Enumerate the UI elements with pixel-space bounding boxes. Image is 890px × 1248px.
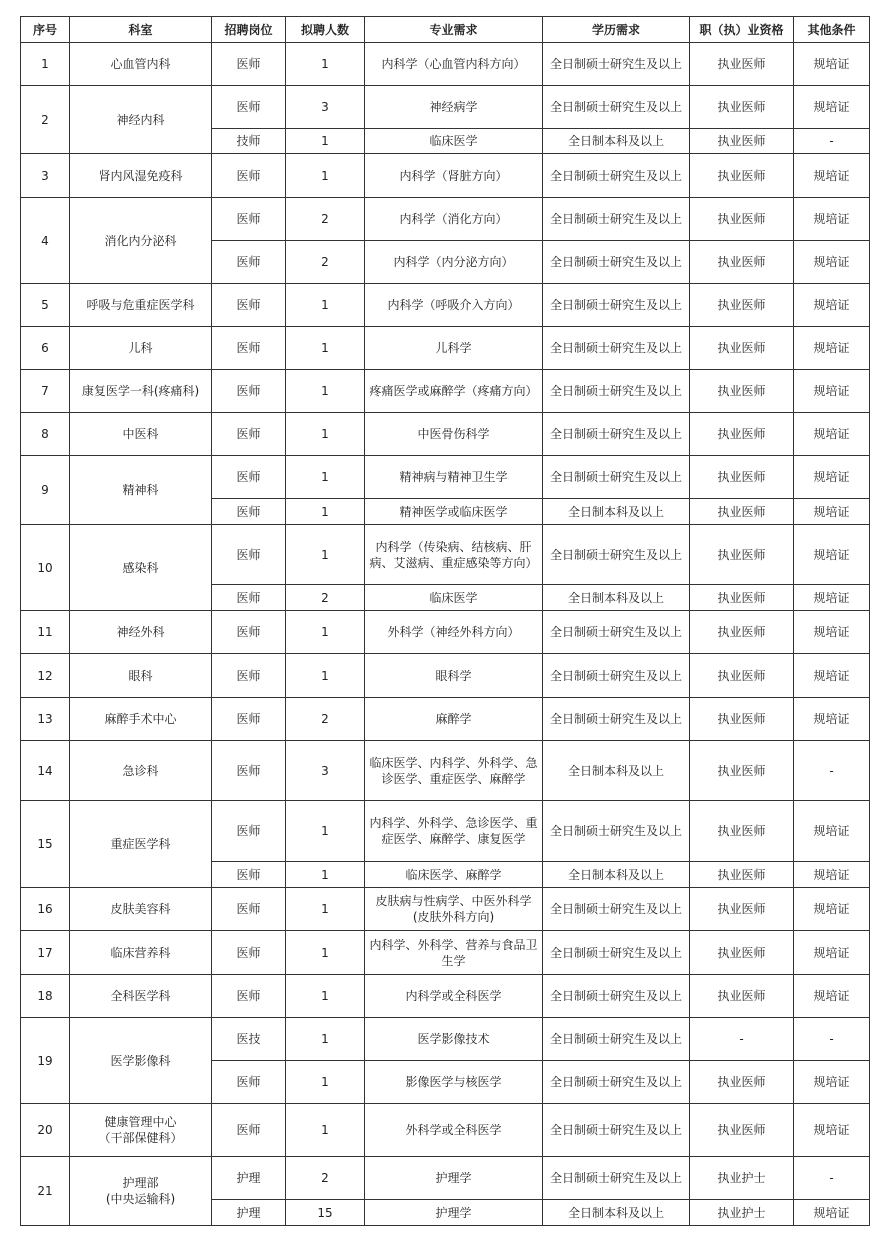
- row-department: 心血管内科: [70, 43, 212, 86]
- row-department: 感染科: [70, 525, 212, 611]
- row-department: 呼吸与危重症医学科: [70, 284, 212, 327]
- row-post: 医师: [212, 1104, 286, 1157]
- row-education: 全日制硕士研究生及以上: [543, 888, 690, 931]
- row-education: 全日制硕士研究生及以上: [543, 370, 690, 413]
- row-count: 1: [286, 499, 365, 525]
- row-qualification: 执业护士: [690, 1157, 794, 1200]
- row-qualification: 执业医师: [690, 327, 794, 370]
- row-post: 医师: [212, 499, 286, 525]
- row-department: 肾内风湿免疫科: [70, 154, 212, 198]
- row-major: 外科学或全科医学: [365, 1104, 543, 1157]
- row-index: 15: [21, 801, 70, 888]
- row-major: 医学影像技术: [365, 1018, 543, 1061]
- row-other: 规培证: [794, 585, 870, 611]
- row-post: 医师: [212, 862, 286, 888]
- row-other: 规培证: [794, 1104, 870, 1157]
- row-major: 内科学（传染病、结核病、肝病、艾滋病、重症感染等方向）: [365, 525, 543, 585]
- row-qualification: 执业医师: [690, 241, 794, 284]
- row-education: 全日制硕士研究生及以上: [543, 86, 690, 129]
- row-post: 医师: [212, 931, 286, 975]
- row-major: 麻醉学: [365, 698, 543, 741]
- row-count: 3: [286, 86, 365, 129]
- row-count: 1: [286, 1104, 365, 1157]
- row-index: 13: [21, 698, 70, 741]
- row-major: 护理学: [365, 1200, 543, 1226]
- table-row: [21, 86, 870, 129]
- row-department: 精神科: [70, 456, 212, 525]
- row-other: 规培证: [794, 456, 870, 499]
- row-qualification: 执业医师: [690, 611, 794, 654]
- row-major: 内科学、外科学、营养与食品卫生学: [365, 931, 543, 975]
- row-post: 医师: [212, 975, 286, 1018]
- row-education: 全日制硕士研究生及以上: [543, 456, 690, 499]
- row-post: 医师: [212, 86, 286, 129]
- row-education: 全日制硕士研究生及以上: [543, 284, 690, 327]
- row-post: 医师: [212, 525, 286, 585]
- row-major: 护理学: [365, 1157, 543, 1200]
- row-index: 5: [21, 284, 70, 327]
- row-qualification: 执业护士: [690, 1200, 794, 1226]
- row-index: 2: [21, 86, 70, 154]
- row-major: 临床医学: [365, 129, 543, 154]
- row-education: 全日制硕士研究生及以上: [543, 1061, 690, 1104]
- row-other: -: [794, 741, 870, 801]
- row-education: 全日制硕士研究生及以上: [543, 611, 690, 654]
- row-post: 医师: [212, 888, 286, 931]
- row-count: 1: [286, 931, 365, 975]
- table-row: [21, 975, 870, 1018]
- row-department: 儿科: [70, 327, 212, 370]
- row-other: 规培证: [794, 43, 870, 86]
- row-count: 1: [286, 1018, 365, 1061]
- row-other: 规培证: [794, 284, 870, 327]
- table-row: [21, 1104, 870, 1157]
- row-education: 全日制硕士研究生及以上: [543, 698, 690, 741]
- row-index: 7: [21, 370, 70, 413]
- row-index: 10: [21, 525, 70, 611]
- table-row: [21, 698, 870, 741]
- table-row: [21, 741, 870, 801]
- row-count: 1: [286, 888, 365, 931]
- row-other: -: [794, 129, 870, 154]
- row-qualification: 执业医师: [690, 129, 794, 154]
- table-row: [21, 198, 870, 241]
- row-other: 规培证: [794, 611, 870, 654]
- row-qualification: -: [690, 1018, 794, 1061]
- header-post: 招聘岗位: [212, 17, 286, 43]
- row-major: 神经病学: [365, 86, 543, 129]
- row-count: 1: [286, 862, 365, 888]
- row-qualification: 执业医师: [690, 698, 794, 741]
- row-department: 重症医学科: [70, 801, 212, 888]
- row-post: 医师: [212, 611, 286, 654]
- header-education: 学历需求: [543, 17, 690, 43]
- row-qualification: 执业医师: [690, 86, 794, 129]
- row-major: 眼科学: [365, 654, 543, 698]
- row-index: 16: [21, 888, 70, 931]
- row-department: 医学影像科: [70, 1018, 212, 1104]
- table-row: [21, 327, 870, 370]
- header-department: 科室: [70, 17, 212, 43]
- row-count: 2: [286, 585, 365, 611]
- row-post: 医师: [212, 413, 286, 456]
- row-qualification: 执业医师: [690, 1061, 794, 1104]
- row-qualification: 执业医师: [690, 456, 794, 499]
- row-major: 内科学（内分泌方向）: [365, 241, 543, 284]
- row-qualification: 执业医师: [690, 654, 794, 698]
- table-row: [21, 154, 870, 198]
- recruitment-table-container: [20, 16, 869, 1226]
- row-count: 1: [286, 154, 365, 198]
- row-other: 规培证: [794, 975, 870, 1018]
- row-major: 内科学（肾脏方向）: [365, 154, 543, 198]
- row-qualification: 执业医师: [690, 43, 794, 86]
- row-other: 规培证: [794, 86, 870, 129]
- row-department: 临床营养科: [70, 931, 212, 975]
- row-major: 内科学（心血管内科方向）: [365, 43, 543, 86]
- row-other: 规培证: [794, 154, 870, 198]
- row-qualification: 执业医师: [690, 284, 794, 327]
- row-other: 规培证: [794, 525, 870, 585]
- row-major: 儿科学: [365, 327, 543, 370]
- table-row: [21, 801, 870, 862]
- row-education: 全日制硕士研究生及以上: [543, 43, 690, 86]
- row-other: 规培证: [794, 698, 870, 741]
- row-education: 全日制硕士研究生及以上: [543, 1157, 690, 1200]
- row-post: 医师: [212, 241, 286, 284]
- row-post: 医师: [212, 698, 286, 741]
- row-post: 医技: [212, 1018, 286, 1061]
- row-other: 规培证: [794, 654, 870, 698]
- row-education: 全日制本科及以上: [543, 741, 690, 801]
- row-department: 中医科: [70, 413, 212, 456]
- row-major: 精神病与精神卫生学: [365, 456, 543, 499]
- row-qualification: 执业医师: [690, 413, 794, 456]
- row-index: 12: [21, 654, 70, 698]
- row-qualification: 执业医师: [690, 975, 794, 1018]
- row-count: 2: [286, 198, 365, 241]
- row-education: 全日制硕士研究生及以上: [543, 1104, 690, 1157]
- header-count: 拟聘人数: [286, 17, 365, 43]
- row-major: 临床医学、内科学、外科学、急诊医学、重症医学、麻醉学: [365, 741, 543, 801]
- row-count: 15: [286, 1200, 365, 1226]
- row-qualification: 执业医师: [690, 1104, 794, 1157]
- row-other: 规培证: [794, 862, 870, 888]
- row-post: 医师: [212, 1061, 286, 1104]
- row-qualification: 执业医师: [690, 862, 794, 888]
- row-count: 1: [286, 654, 365, 698]
- row-other: 规培证: [794, 198, 870, 241]
- row-department: 健康管理中心 （干部保健科）: [70, 1104, 212, 1157]
- row-count: 1: [286, 370, 365, 413]
- row-department: 神经内科: [70, 86, 212, 154]
- row-qualification: 执业医师: [690, 499, 794, 525]
- row-education: 全日制硕士研究生及以上: [543, 198, 690, 241]
- row-qualification: 执业医师: [690, 931, 794, 975]
- row-index: 1: [21, 43, 70, 86]
- row-post: 医师: [212, 456, 286, 499]
- row-index: 19: [21, 1018, 70, 1104]
- table-row: [21, 370, 870, 413]
- row-other: 规培证: [794, 327, 870, 370]
- row-qualification: 执业医师: [690, 888, 794, 931]
- row-other: 规培证: [794, 1061, 870, 1104]
- row-count: 1: [286, 413, 365, 456]
- row-department: 康复医学一科(疼痛科): [70, 370, 212, 413]
- row-major: 临床医学、麻醉学: [365, 862, 543, 888]
- table-row: [21, 413, 870, 456]
- row-major: 内科学（消化方向）: [365, 198, 543, 241]
- row-major: 外科学（神经外科方向）: [365, 611, 543, 654]
- row-count: 1: [286, 525, 365, 585]
- row-other: -: [794, 1018, 870, 1061]
- table-row: [21, 611, 870, 654]
- row-major: 中医骨伤科学: [365, 413, 543, 456]
- row-count: 1: [286, 1061, 365, 1104]
- row-count: 3: [286, 741, 365, 801]
- header-major: 专业需求: [365, 17, 543, 43]
- row-education: 全日制本科及以上: [543, 129, 690, 154]
- row-qualification: 执业医师: [690, 525, 794, 585]
- row-department: 急诊科: [70, 741, 212, 801]
- table-row: [21, 43, 870, 86]
- table-row: [21, 456, 870, 499]
- row-count: 2: [286, 698, 365, 741]
- row-qualification: 执业医师: [690, 370, 794, 413]
- table-row: [21, 888, 870, 931]
- row-count: 2: [286, 1157, 365, 1200]
- row-major: 内科学、外科学、急诊医学、重症医学、麻醉学、康复医学: [365, 801, 543, 862]
- row-department: 消化内分泌科: [70, 198, 212, 284]
- row-education: 全日制本科及以上: [543, 499, 690, 525]
- row-education: 全日制硕士研究生及以上: [543, 241, 690, 284]
- row-other: 规培证: [794, 241, 870, 284]
- header-qualification: 职（执）业资格: [690, 17, 794, 43]
- row-post: 医师: [212, 741, 286, 801]
- row-index: 6: [21, 327, 70, 370]
- row-post: 医师: [212, 198, 286, 241]
- row-department: 皮肤美容科: [70, 888, 212, 931]
- row-education: 全日制硕士研究生及以上: [543, 327, 690, 370]
- row-major: 临床医学: [365, 585, 543, 611]
- row-post: 医师: [212, 654, 286, 698]
- row-other: 规培证: [794, 931, 870, 975]
- row-index: 14: [21, 741, 70, 801]
- row-major: 疼痛医学或麻醉学（疼痛方向）: [365, 370, 543, 413]
- header-other: 其他条件: [794, 17, 870, 43]
- row-other: 规培证: [794, 888, 870, 931]
- row-other: 规培证: [794, 801, 870, 862]
- row-post: 医师: [212, 585, 286, 611]
- row-post: 技师: [212, 129, 286, 154]
- row-count: 1: [286, 801, 365, 862]
- row-count: 1: [286, 327, 365, 370]
- row-education: 全日制硕士研究生及以上: [543, 154, 690, 198]
- row-education: 全日制硕士研究生及以上: [543, 801, 690, 862]
- row-other: 规培证: [794, 499, 870, 525]
- row-education: 全日制本科及以上: [543, 862, 690, 888]
- row-major: 内科学（呼吸介入方向）: [365, 284, 543, 327]
- row-index: 4: [21, 198, 70, 284]
- row-other: 规培证: [794, 413, 870, 456]
- row-major: 精神医学或临床医学: [365, 499, 543, 525]
- table-row: [21, 525, 870, 585]
- row-post: 护理: [212, 1157, 286, 1200]
- row-qualification: 执业医师: [690, 741, 794, 801]
- row-education: 全日制硕士研究生及以上: [543, 931, 690, 975]
- row-major: 皮肤病与性病学、中医外科学(皮肤外科方向): [365, 888, 543, 931]
- row-count: 1: [286, 43, 365, 86]
- row-index: 21: [21, 1157, 70, 1226]
- row-major: 影像医学与核医学: [365, 1061, 543, 1104]
- row-qualification: 执业医师: [690, 154, 794, 198]
- row-other: -: [794, 1157, 870, 1200]
- row-education: 全日制本科及以上: [543, 1200, 690, 1226]
- row-post: 医师: [212, 370, 286, 413]
- row-other: 规培证: [794, 1200, 870, 1226]
- row-index: 8: [21, 413, 70, 456]
- table-row: [21, 931, 870, 975]
- row-department: 护理部 (中央运输科): [70, 1157, 212, 1226]
- table-header-row: [21, 17, 870, 43]
- table-row: [21, 1157, 870, 1200]
- row-count: 1: [286, 129, 365, 154]
- row-index: 3: [21, 154, 70, 198]
- row-education: 全日制硕士研究生及以上: [543, 413, 690, 456]
- row-index: 11: [21, 611, 70, 654]
- row-post: 医师: [212, 327, 286, 370]
- row-post: 医师: [212, 801, 286, 862]
- table-row: [21, 654, 870, 698]
- row-education: 全日制本科及以上: [543, 585, 690, 611]
- row-post: 医师: [212, 154, 286, 198]
- table-row: [21, 284, 870, 327]
- row-index: 18: [21, 975, 70, 1018]
- row-index: 9: [21, 456, 70, 525]
- row-department: 全科医学科: [70, 975, 212, 1018]
- row-post: 医师: [212, 284, 286, 327]
- row-index: 20: [21, 1104, 70, 1157]
- row-education: 全日制硕士研究生及以上: [543, 1018, 690, 1061]
- row-education: 全日制硕士研究生及以上: [543, 525, 690, 585]
- row-index: 17: [21, 931, 70, 975]
- row-other: 规培证: [794, 370, 870, 413]
- row-post: 护理: [212, 1200, 286, 1226]
- row-qualification: 执业医师: [690, 585, 794, 611]
- row-count: 1: [286, 611, 365, 654]
- row-count: 1: [286, 456, 365, 499]
- recruitment-table: [20, 16, 870, 1226]
- row-department: 神经外科: [70, 611, 212, 654]
- row-qualification: 执业医师: [690, 198, 794, 241]
- header-index: 序号: [21, 17, 70, 43]
- row-count: 1: [286, 975, 365, 1018]
- row-count: 2: [286, 241, 365, 284]
- row-count: 1: [286, 284, 365, 327]
- row-education: 全日制硕士研究生及以上: [543, 654, 690, 698]
- row-major: 内科学或全科医学: [365, 975, 543, 1018]
- row-education: 全日制硕士研究生及以上: [543, 975, 690, 1018]
- row-department: 眼科: [70, 654, 212, 698]
- row-department: 麻醉手术中心: [70, 698, 212, 741]
- row-post: 医师: [212, 43, 286, 86]
- table-row: [21, 1018, 870, 1061]
- row-qualification: 执业医师: [690, 801, 794, 862]
